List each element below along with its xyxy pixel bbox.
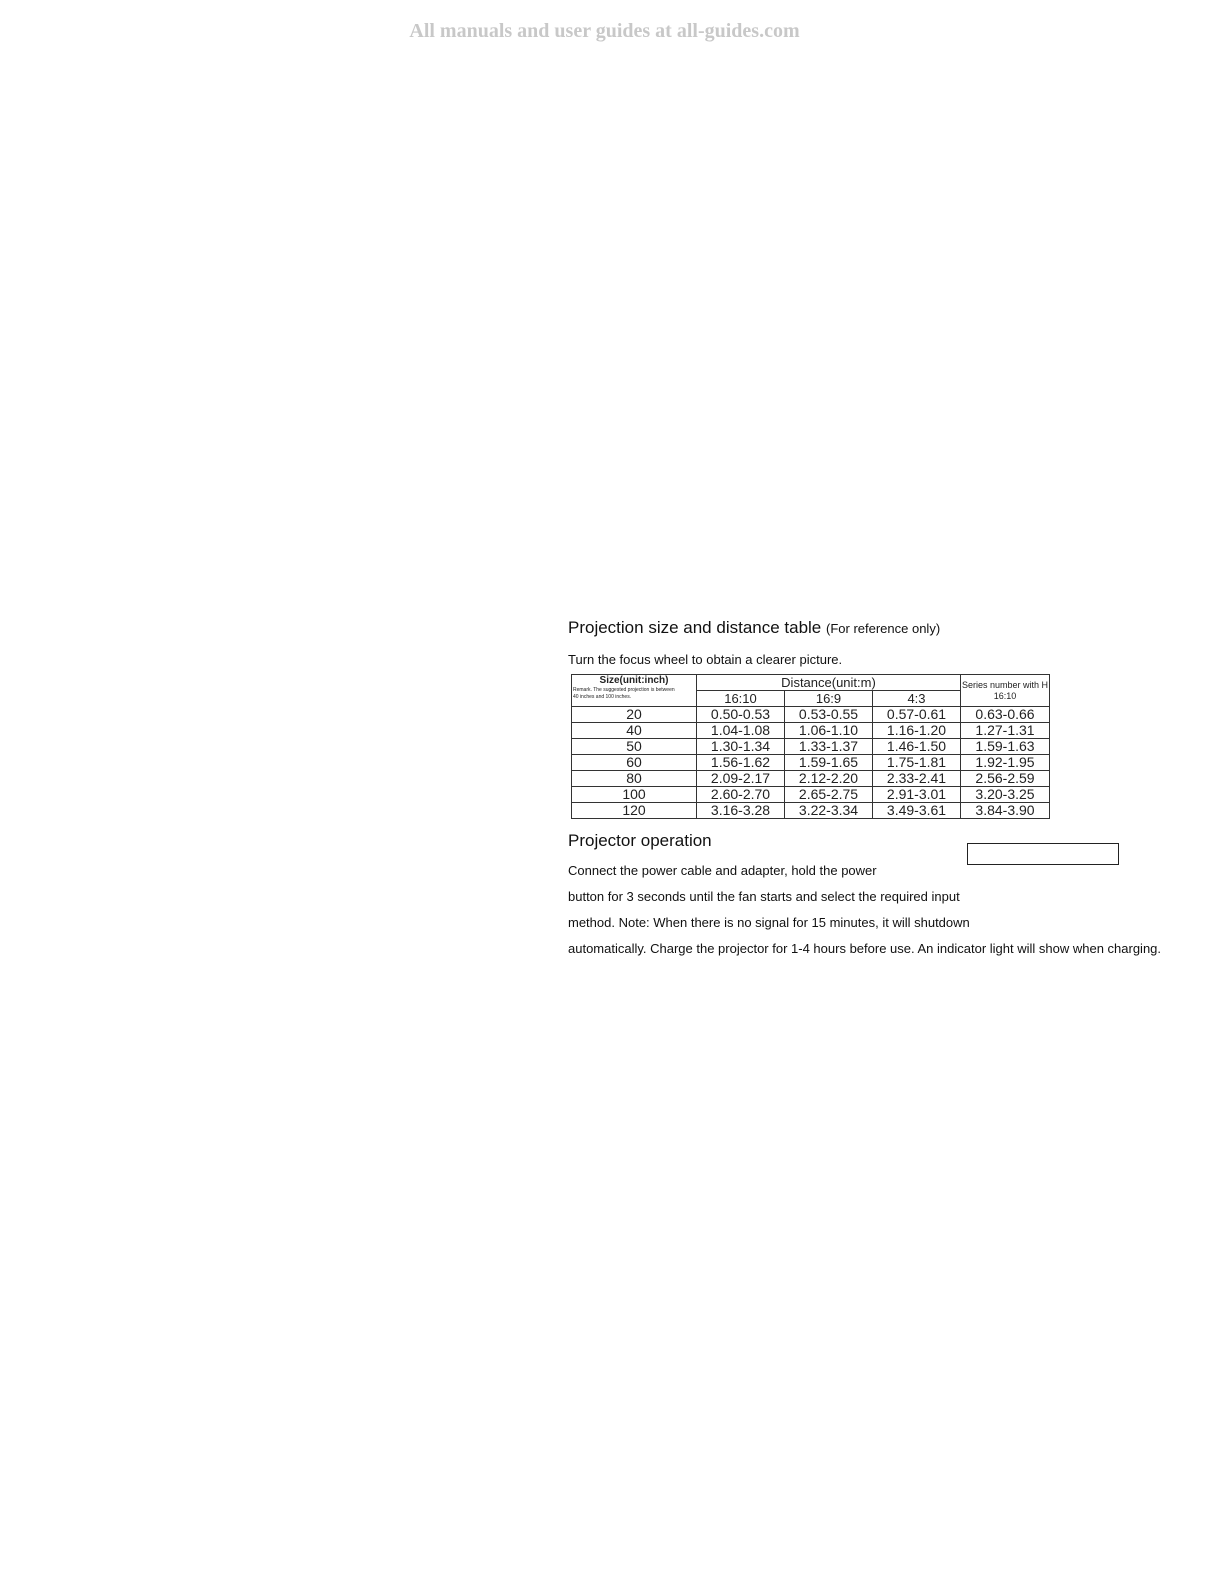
operation-text <box>568 863 1208 967</box>
projection-title-text: Projection size and distance table <box>568 618 822 637</box>
table-cell: 1.30-1.34 <box>697 739 785 755</box>
table-cell: 0.63-0.66 <box>961 707 1050 723</box>
table-cell: 1.06-1.10 <box>785 723 873 739</box>
projection-distance-table <box>571 674 1050 819</box>
table-cell-size: 60 <box>572 755 697 771</box>
table-cell: 2.65-2.75 <box>785 787 873 803</box>
projection-title <box>568 618 1208 638</box>
table-row <box>572 755 1050 771</box>
watermark: All manuals and user guides at all-guides.com <box>409 20 800 42</box>
table-cell: 1.75-1.81 <box>873 755 961 771</box>
table-cell: 0.57-0.61 <box>873 707 961 723</box>
table-cell: 1.59-1.63 <box>961 739 1050 755</box>
projection-title-note: (For reference only) <box>826 621 941 636</box>
size-header-cell <box>572 675 697 707</box>
table-cell: 3.16-3.28 <box>697 803 785 819</box>
table-cell: 2.12-2.20 <box>785 771 873 787</box>
table-cell: 1.16-1.20 <box>873 723 961 739</box>
table-cell: 1.56-1.62 <box>697 755 785 771</box>
size-header: Size(unit:inch) <box>599 675 669 686</box>
ratio-header-16-9: 16:9 <box>785 691 873 707</box>
operation-line: Connect the power cable and adapter, hold the power <box>568 863 877 878</box>
table-cell: 1.27-1.31 <box>961 723 1050 739</box>
table-row <box>572 803 1050 819</box>
table-cell: 3.84-3.90 <box>961 803 1050 819</box>
table-cell-size: 40 <box>572 723 697 739</box>
table-row <box>572 739 1050 755</box>
table-cell-size: 120 <box>572 803 697 819</box>
table-cell: 2.56-2.59 <box>961 771 1050 787</box>
table-cell: 0.50-0.53 <box>697 707 785 723</box>
table-cell-size: 100 <box>572 787 697 803</box>
table-cell: 3.49-3.61 <box>873 803 961 819</box>
operation-line: method. Note: When there is no signal for 15 minutes, it will shutdown <box>568 915 970 930</box>
table-cell: 2.33-2.41 <box>873 771 961 787</box>
series-header-line-2: 16:10 <box>993 690 1017 701</box>
ratio-header-16-10: 16:10 <box>697 691 785 707</box>
table-row <box>572 771 1050 787</box>
table-row <box>572 707 1050 723</box>
remark-line-2: 40 inches and 100 inches. <box>573 694 632 700</box>
table-cell-size: 20 <box>572 707 697 723</box>
series-header <box>961 675 1050 707</box>
table-cell-size: 50 <box>572 739 697 755</box>
operation-line: automatically. Charge the projector for 1-4 hours before use. An indicator light will show when charging. <box>568 941 1162 956</box>
operation-line: button for 3 seconds until the fan starts and select the required input <box>568 889 960 904</box>
table-cell: 0.53-0.55 <box>785 707 873 723</box>
table-row <box>572 787 1050 803</box>
table-cell: 2.09-2.17 <box>697 771 785 787</box>
distance-header: Distance(unit:m) <box>697 675 961 691</box>
table-cell: 1.04-1.08 <box>697 723 785 739</box>
series-header-line-1: Series number with H <box>961 679 1049 690</box>
remark-line-1: Remark. The suggested projection is between <box>573 687 675 693</box>
table-cell: 2.60-2.70 <box>697 787 785 803</box>
table-cell-size: 80 <box>572 771 697 787</box>
table-cell: 2.91-3.01 <box>873 787 961 803</box>
table-cell: 1.59-1.65 <box>785 755 873 771</box>
table-cell: 3.20-3.25 <box>961 787 1050 803</box>
manual-content <box>568 618 1208 956</box>
operation-title: Projector operation <box>568 831 712 850</box>
table-cell: 1.92-1.95 <box>961 755 1050 771</box>
ratio-header-4-3: 4:3 <box>873 691 961 707</box>
table-row <box>572 723 1050 739</box>
table-cell: 3.22-3.34 <box>785 803 873 819</box>
empty-box <box>967 843 1119 865</box>
focus-instruction: Turn the focus wheel to obtain a clearer picture. <box>568 652 843 667</box>
table-cell: 1.46-1.50 <box>873 739 961 755</box>
table-cell: 1.33-1.37 <box>785 739 873 755</box>
